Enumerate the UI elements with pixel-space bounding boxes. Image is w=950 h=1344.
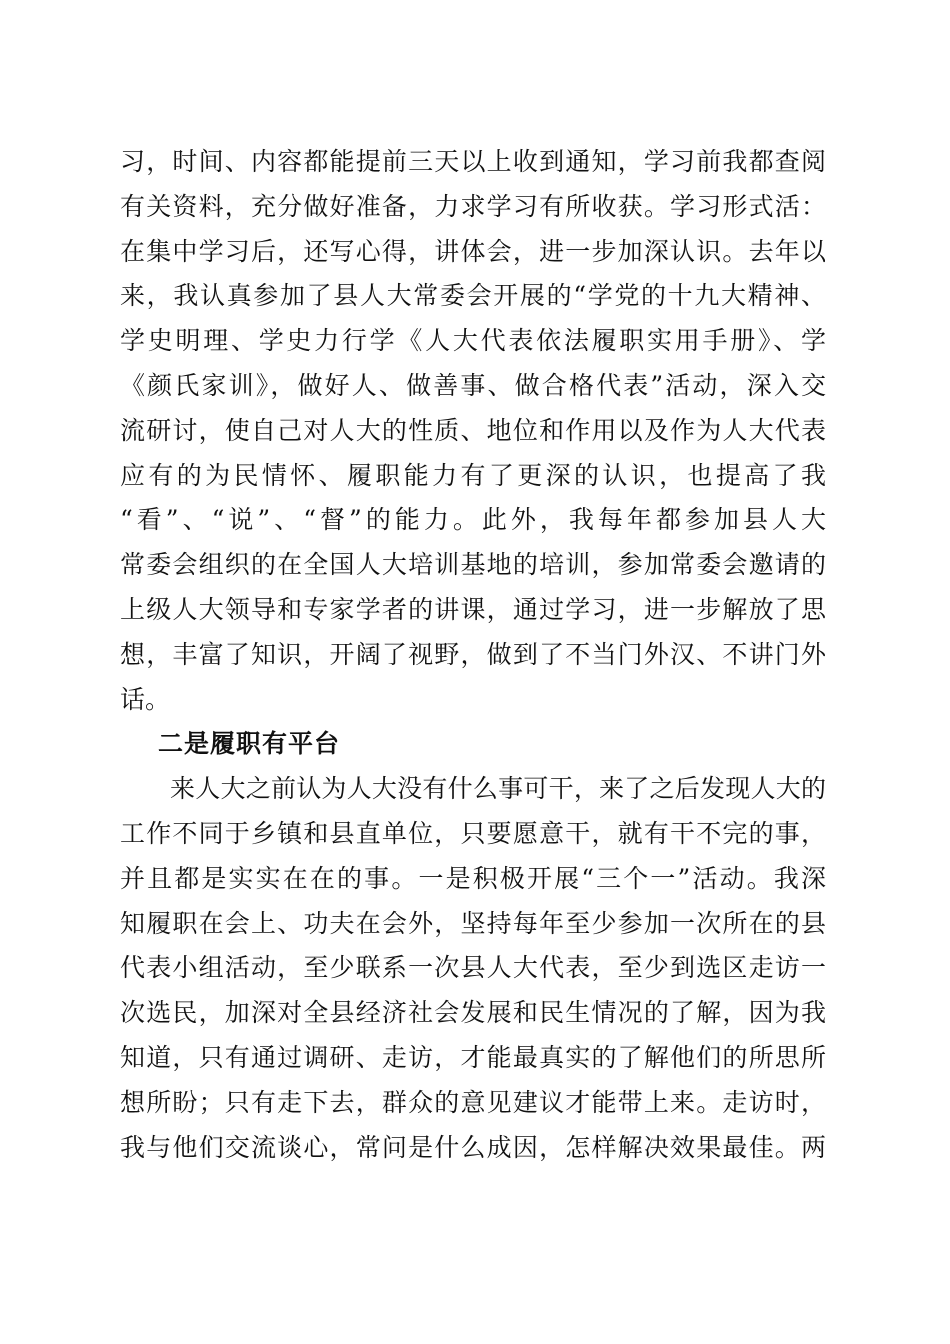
text-line: 并且都是实实在在的事。一是积极开展“三个一”活动。我深	[120, 863, 826, 893]
document-body	[120, 140, 826, 1170]
text-line: 流研讨，使自己对人大的性质、地位和作用以及作为人大代表	[120, 415, 826, 445]
text-line: 知履职在会上、功夫在会外，坚持每年至少参加一次所在的县	[120, 908, 826, 938]
text-line: 工作不同于乡镇和县直单位，只要愿意干，就有干不完的事，	[120, 818, 826, 848]
text-line: 上级人大领导和专家学者的讲课，通过学习，进一步解放了思	[120, 594, 826, 624]
text-line: 代表小组活动，至少联系一次县人大代表，至少到选区走访一	[120, 953, 826, 983]
text-line: 应有的为民情怀、履职能力有了更深的认识，也提高了我	[120, 460, 826, 490]
text-line: 我与他们交流谈心，常问是什么成因，怎样解决效果最佳。两	[120, 1132, 826, 1162]
text-line: 习，时间、内容都能提前三天以上收到通知，学习前我都查阅	[120, 147, 826, 176]
text-line: “看”、“说”、“督”的能力。此外，我每年都参加县人大	[120, 505, 826, 535]
text-line: 有关资料，充分做好准备，力求学习有所收获。学习形式活：	[120, 191, 826, 221]
text-line: 想，丰富了知识，开阔了视野，做到了不当门外汉、不讲门外	[120, 639, 826, 669]
text-line: 想所盼；只有走下去，群众的意见建议才能带上来。走访时，	[120, 1087, 826, 1117]
text-line: 话。	[120, 684, 171, 714]
paragraph-1	[120, 140, 826, 722]
paragraph-2	[120, 767, 826, 1170]
text-line: 学史明理、学史力行学《人大代表依法履职实用手册》、学	[120, 326, 826, 356]
text-line: 次选民，加深对全县经济社会发展和民生情况的了解，因为我	[120, 998, 826, 1028]
text-line: 在集中学习后，还写心得，讲体会，进一步加深认识。去年以	[120, 236, 826, 266]
text-line: 知道，只有通过调研、走访，才能最真实的了解他们的所思所	[120, 1042, 826, 1072]
text-line: 常委会组织的在全国人大培训基地的培训，参加常委会邀请的	[120, 550, 826, 580]
text-line: 来人大之前认为人大没有什么事可干，来了之后发现人大的	[170, 774, 826, 804]
section-heading: 二是履职有平台	[158, 729, 341, 759]
text-line: 来，我认真参加了县人大常委会开展的“学党的十九大精神、	[120, 281, 826, 311]
text-line: 《颜氏家训》，做好人、做善事、做合格代表”活动，深入交	[120, 370, 826, 400]
